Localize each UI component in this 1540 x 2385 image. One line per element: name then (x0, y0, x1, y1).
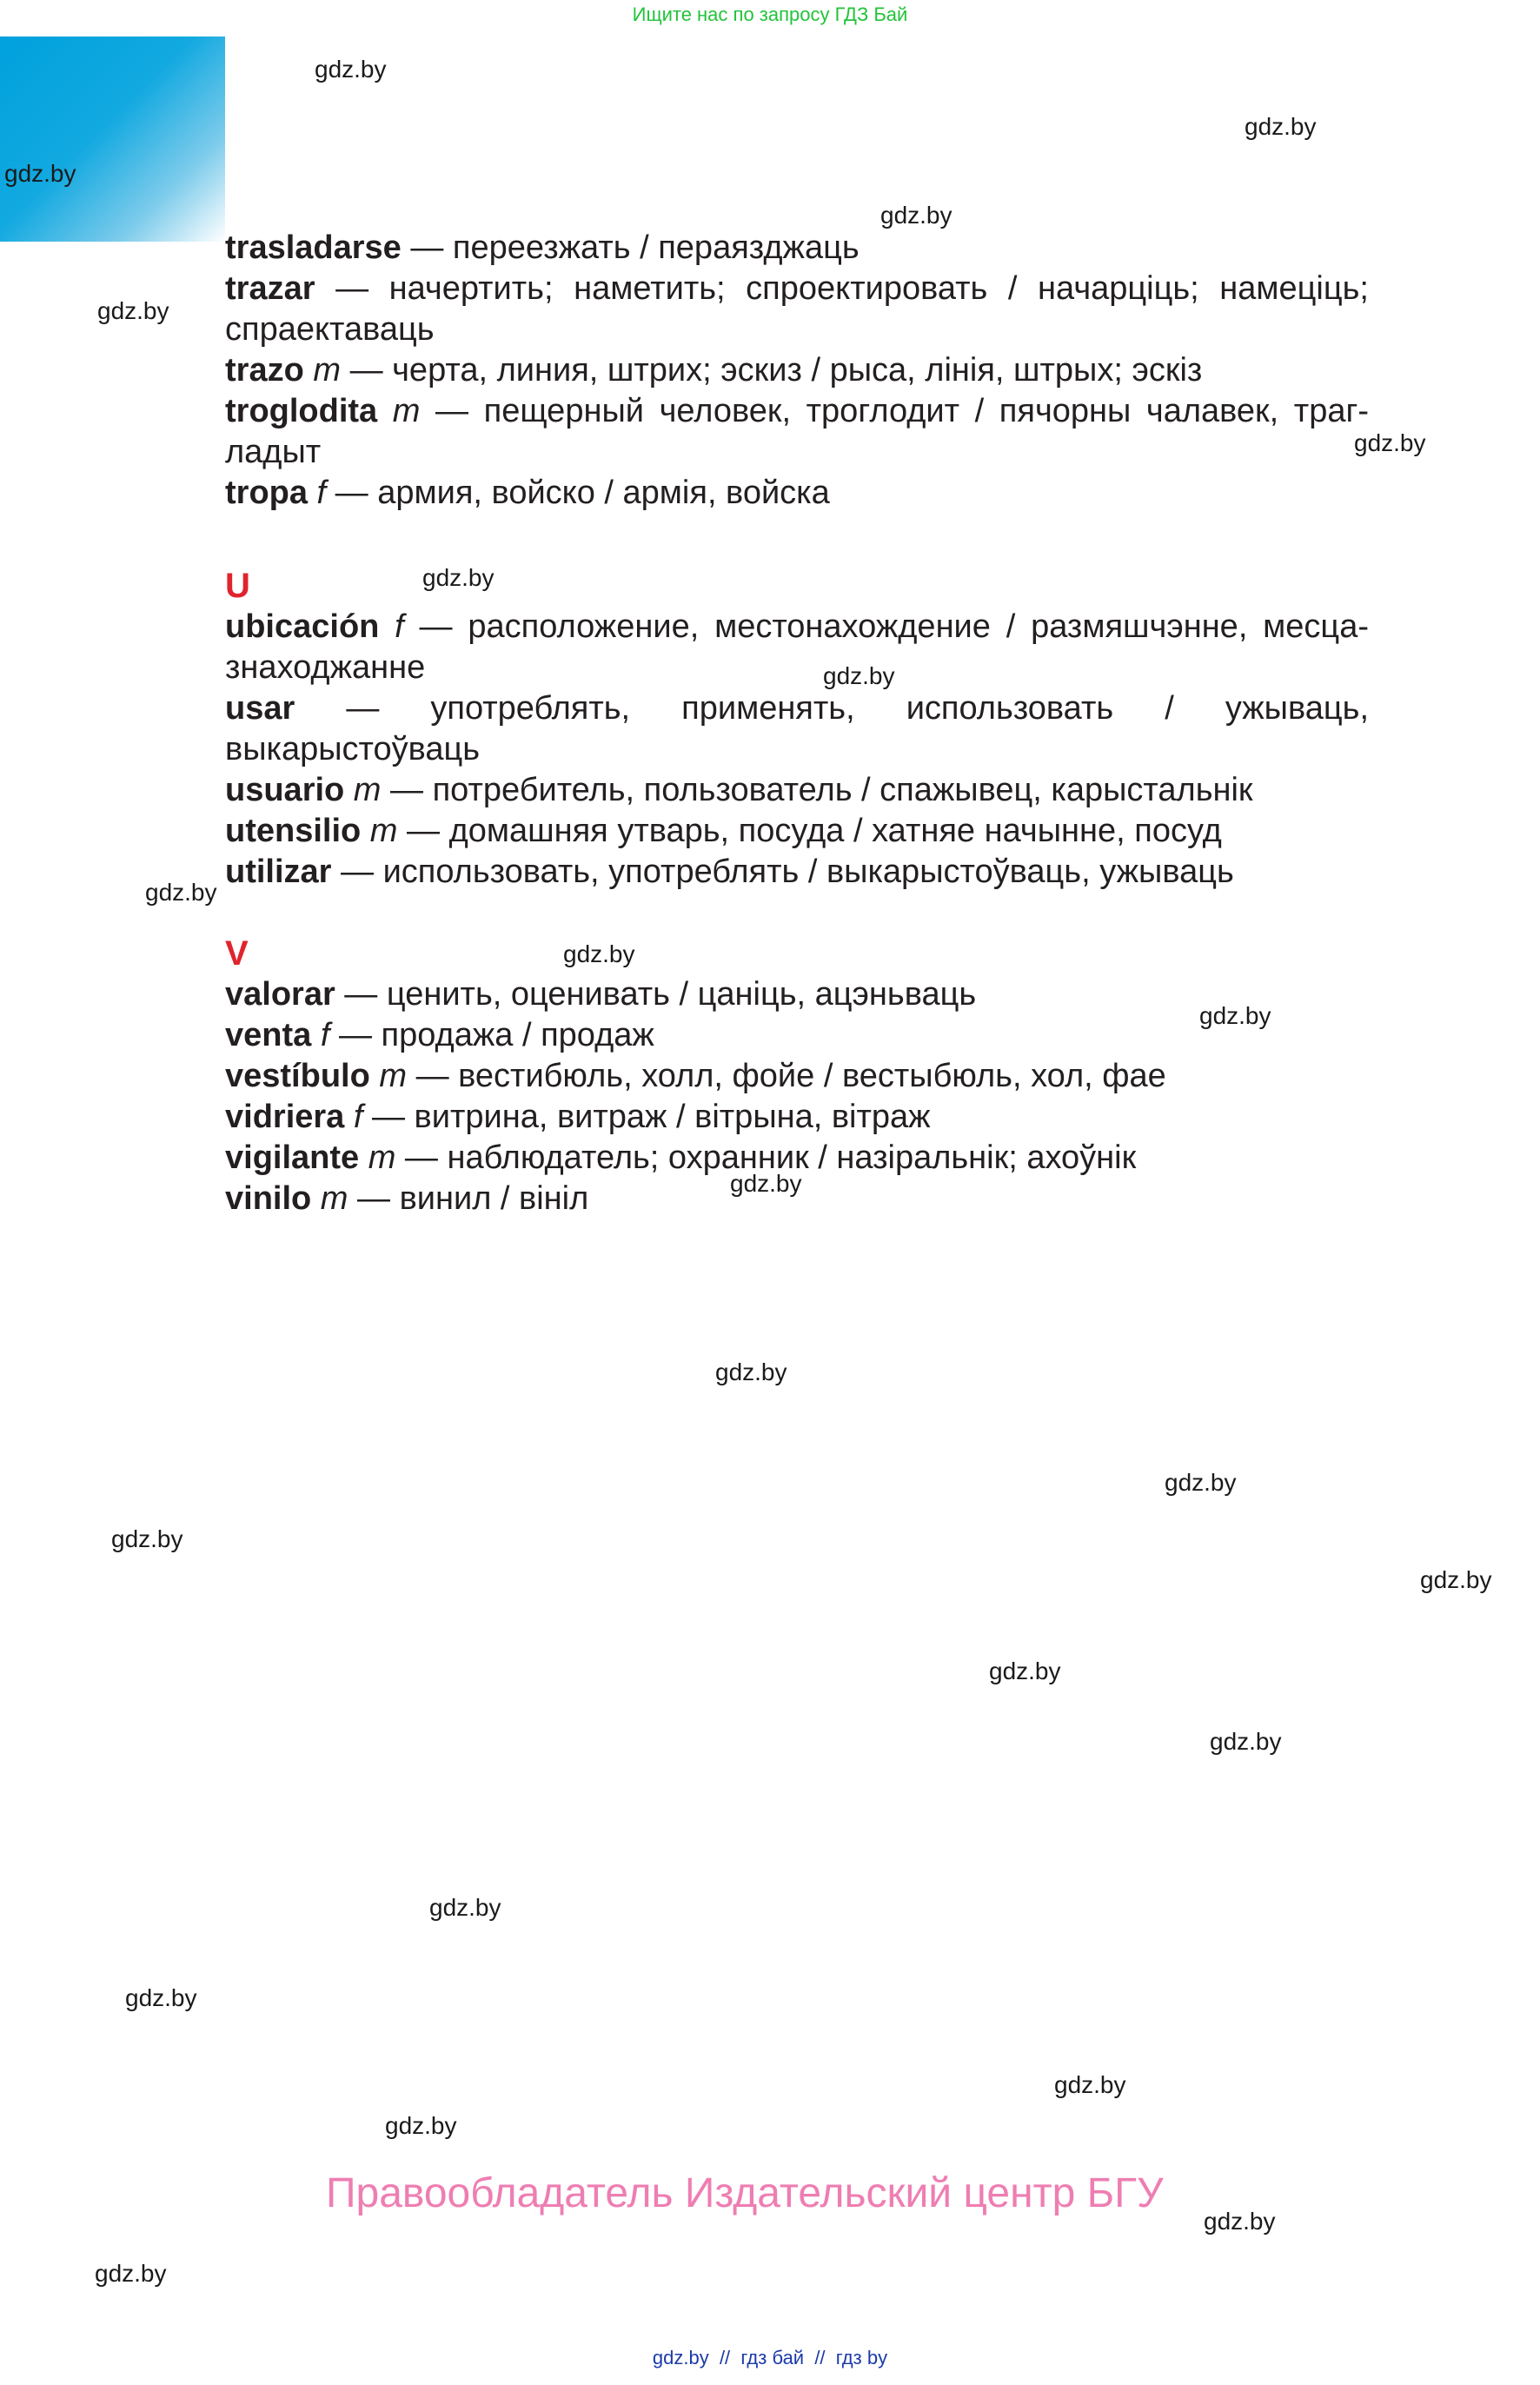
definition: — пещерный человек, троглодит / пячорны чалавек, трагладыт (225, 393, 1369, 470)
dictionary-section (225, 566, 1369, 893)
watermark: gdz.by (1354, 429, 1426, 456)
watermark: gdz.by (111, 1525, 183, 1552)
definition: — начертить; наметить; спроектировать / начарціць; намеціць; спраектаваць (225, 270, 1369, 348)
grammar-tag: m (377, 393, 421, 429)
headword: vidriera (225, 1099, 345, 1135)
headword: usuario (225, 772, 345, 808)
headword: trazo (225, 352, 304, 389)
section-letter: V (225, 934, 249, 973)
grammar-tag: m (344, 772, 382, 808)
grammar-tag: f (379, 608, 404, 645)
watermark: gdz.by (1199, 1002, 1271, 1029)
watermark: gdz.by (823, 662, 895, 689)
dictionary-entry (225, 607, 1369, 688)
dictionary-entry (225, 974, 1369, 1015)
headword: utensilio (225, 813, 362, 849)
watermark: gdz.by (989, 1658, 1061, 1684)
dictionary-entry (225, 269, 1369, 350)
headword: utilizar (225, 854, 332, 890)
definition: — употреблять, применять, использовать / ужываць, выкарыстоўваць (225, 690, 1369, 767)
headword: ubicación (225, 608, 380, 645)
watermark: gdz.by (1165, 1469, 1237, 1496)
watermark: gdz.by (422, 564, 495, 591)
definition: — переезжать / пераязджаць (401, 229, 860, 266)
grammar-tag: f (311, 1017, 330, 1053)
dictionary-entry (225, 350, 1369, 391)
watermark: gdz.by (715, 1359, 787, 1385)
dictionary-entry (225, 688, 1369, 770)
bottom-links[interactable]: gdz.by // гдз бай // гдз by (652, 2347, 888, 2368)
definition: — расположение, местонахождение / размяшчэнне, месцазнаходжанне (225, 608, 1369, 686)
corner-color-block (0, 37, 225, 242)
headword: vigilante (225, 1139, 360, 1176)
definition: — вестибюль, холл, фойе / вестыбюль, хол, фае (407, 1058, 1166, 1094)
watermark: gdz.by (385, 2112, 457, 2139)
watermark: gdz.by (1245, 113, 1317, 140)
headword: tropa (225, 475, 308, 511)
dictionary-entry (225, 852, 1369, 893)
dictionary-entry (225, 1138, 1369, 1179)
watermark: gdz.by (1210, 1728, 1282, 1755)
top-banner[interactable]: Ищите нас по запросу ГДЗ Бай (632, 3, 908, 25)
definition: — винил / вініл (348, 1180, 589, 1217)
definition: — домашняя утварь, посуда / хатняе начынне, посуд (397, 813, 1222, 849)
grammar-tag: m (361, 813, 398, 849)
definition: — продажа / продаж (329, 1017, 654, 1053)
watermark: gdz.by (730, 1170, 802, 1197)
grammar-tag: m (369, 1058, 408, 1094)
headword: valorar (225, 976, 335, 1013)
headword: vestíbulo (225, 1058, 370, 1094)
watermark: gdz.by (145, 879, 217, 906)
dictionary-entry (225, 1015, 1369, 1056)
headword: troglodita (225, 393, 378, 429)
headword: vinilo (225, 1180, 312, 1217)
watermark: gdz.by (4, 160, 76, 187)
dictionary-entry (225, 1056, 1369, 1097)
dictionary-entry (225, 1097, 1369, 1138)
dictionary-entry (225, 473, 1369, 514)
definition: — армия, войско / армія, войска (326, 475, 830, 511)
grammar-tag: m (311, 1180, 348, 1217)
watermark: gdz.by (1204, 2208, 1276, 2235)
headword: trasladarse (225, 229, 402, 266)
definition: — витрина, витраж / вітрына, вітраж (362, 1099, 931, 1135)
watermark: gdz.by (1420, 1566, 1492, 1593)
watermark: gdz.by (315, 56, 387, 83)
watermark: gdz.by (429, 1894, 501, 1921)
dictionary-list (225, 228, 1369, 1219)
dictionary-entry (225, 228, 1369, 269)
grammar-tag: f (344, 1099, 363, 1135)
dictionary-entry (225, 391, 1369, 473)
watermark: gdz.by (125, 1984, 197, 2011)
definition: — ценить, оценивать / цаніць, ацэньваць (335, 976, 977, 1013)
dictionary-section (225, 228, 1369, 514)
grammar-tag: m (359, 1139, 396, 1176)
dictionary-entry (225, 770, 1369, 811)
watermark: gdz.by (563, 940, 635, 967)
watermark: gdz.by (97, 297, 169, 324)
section-letter: U (225, 567, 250, 605)
headword: venta (225, 1017, 312, 1053)
definition: — использовать, употреблять / выкарыстоўваць, ужываць (331, 854, 1234, 890)
headword: trazar (225, 270, 315, 307)
grammar-tag: f (308, 475, 327, 511)
watermark: gdz.by (1054, 2071, 1126, 2098)
definition: — потребитель, пользователь / спажывец, карыстальнік (381, 772, 1253, 808)
grammar-tag: m (303, 352, 342, 389)
copyright-notice: Правообладатель Издательский центр БГУ (326, 2170, 1164, 2216)
dictionary-section (225, 933, 1369, 1219)
definition: — черта, линия, штрих; эскиз / рыса, лінія, штрых; эскіз (341, 352, 1203, 389)
headword: usar (225, 690, 295, 727)
watermark: gdz.by (880, 202, 953, 229)
definition: — наблюдатель; охранник / назіральнік; ахоўнік (395, 1139, 1137, 1176)
dictionary-entry (225, 811, 1369, 852)
watermark: gdz.by (95, 2260, 167, 2287)
dictionary-entry (225, 1179, 1369, 1219)
